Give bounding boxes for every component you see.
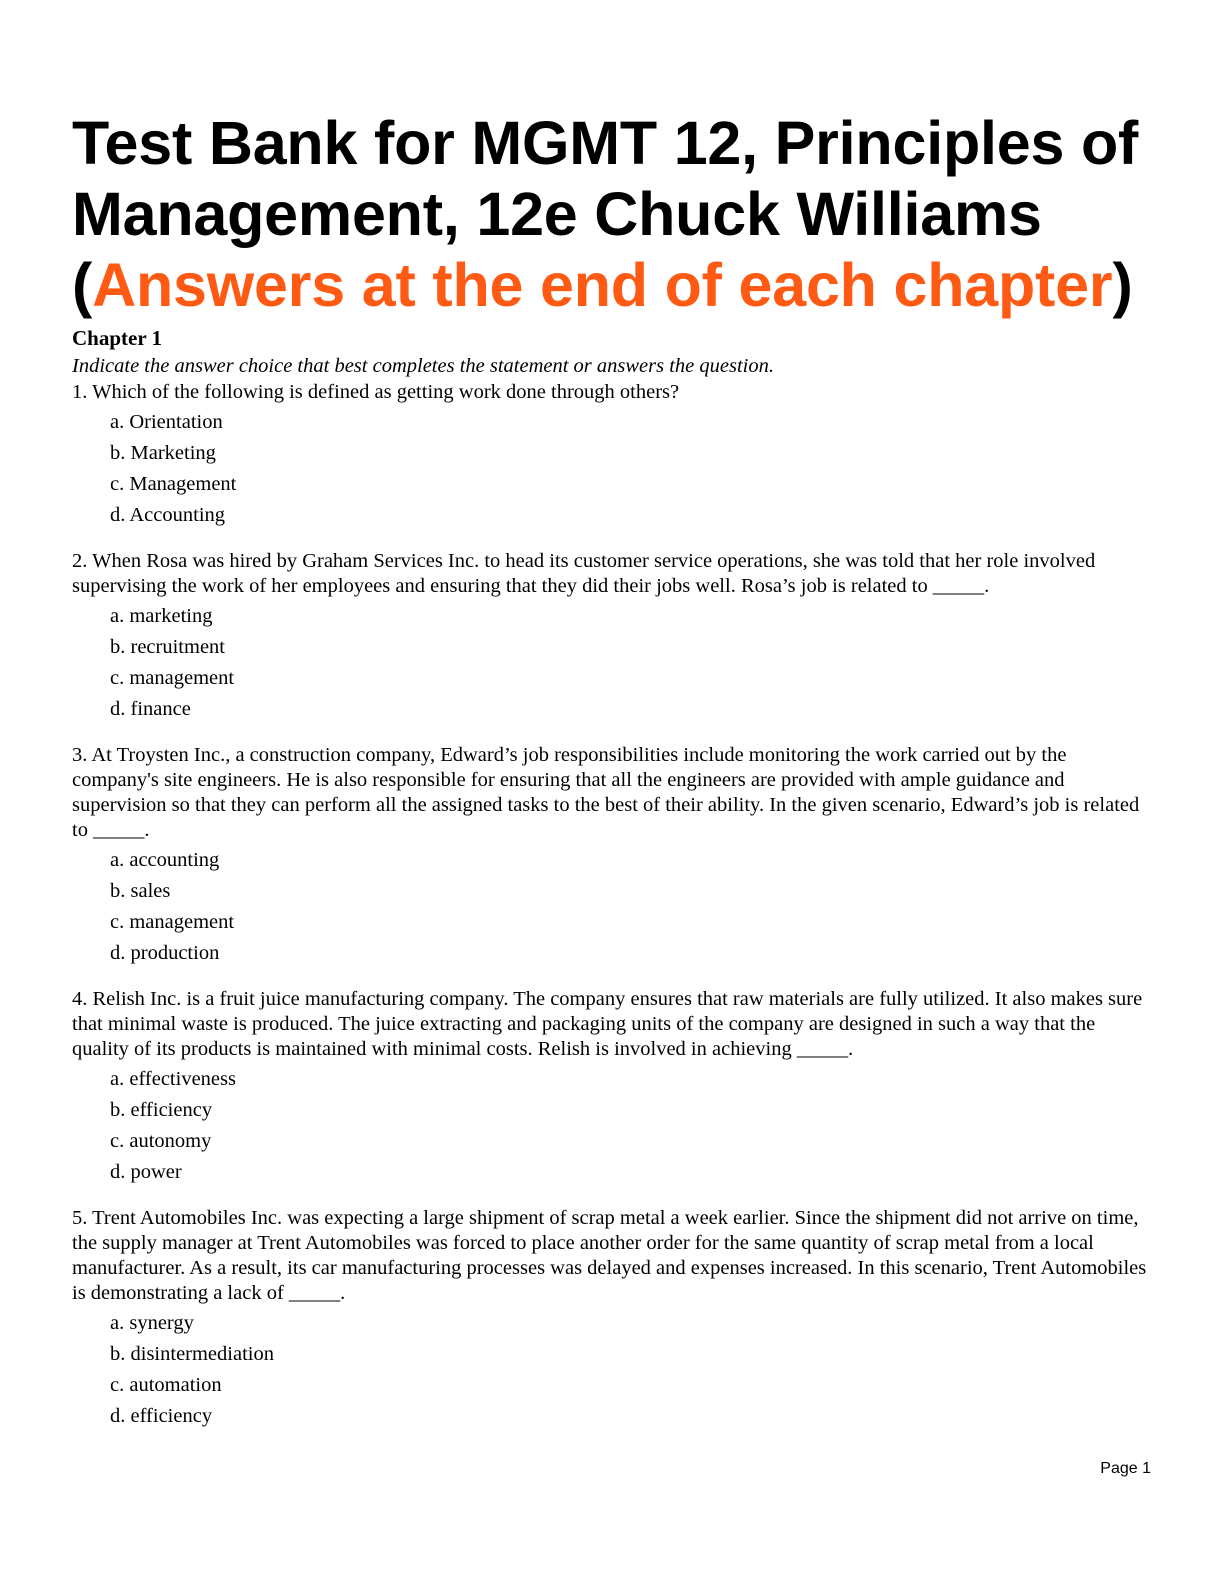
question-4 xyxy=(72,987,1152,1188)
title-line-1: Test Bank for MGMT 12, Principles of xyxy=(72,109,1139,177)
answer-options xyxy=(72,845,1152,969)
answer-option: d. finance xyxy=(110,698,191,720)
answer-option: a. accounting xyxy=(110,849,220,871)
title-paren-open: ( xyxy=(72,251,93,319)
instructions: Indicate the answer choice that best completes the statement or answers the question. xyxy=(72,355,774,377)
title-line-2: Management, 12e Chuck Williams xyxy=(72,180,1042,248)
answer-option: c. management xyxy=(110,911,235,933)
answer-option: b. sales xyxy=(110,880,171,902)
answer-option: d. Accounting xyxy=(110,504,226,526)
question-text: 4. Relish Inc. is a fruit juice manufacturing company. The company ensures that raw materials are fully utilized. It also makes sure that minimal waste is produced. The juice extracting and packaging units of the company are designed in such a way that the quality of its products is maintained with minimal costs. Relish is involved in achieving _____. xyxy=(72,988,1143,1060)
answer-option: d. production xyxy=(110,942,220,964)
question-3 xyxy=(72,743,1152,969)
answer-options xyxy=(72,1308,1152,1432)
answer-option: a. Orientation xyxy=(110,411,223,433)
question-2 xyxy=(72,549,1152,725)
answer-option: c. Management xyxy=(110,473,237,495)
chapter-heading: Chapter 1 xyxy=(72,326,163,350)
answer-options xyxy=(72,1064,1152,1188)
answer-options xyxy=(72,601,1152,725)
answer-option: b. recruitment xyxy=(110,636,225,658)
answer-options xyxy=(72,407,1152,531)
answer-option: b. disintermediation xyxy=(110,1343,274,1365)
answer-option: d. efficiency xyxy=(110,1405,213,1427)
title-accent: Answers at the end of each chapter xyxy=(92,251,1113,319)
answer-option: a. marketing xyxy=(110,605,213,627)
answer-option: d. power xyxy=(110,1161,182,1183)
question-text: 3. At Troysten Inc., a construction company, Edward’s job responsibilities include monitoring the work carried out by the company's site engineers. He is also responsible for ensuring that all the engineers are provided with ample guidance and supervision so that they can perform all the assigned tasks to the best of their ability. In the given scenario, Edward’s job is related to _____. xyxy=(72,744,1140,841)
title-line-3 xyxy=(72,250,1172,321)
title-paren-close: ) xyxy=(1112,251,1133,319)
document-title xyxy=(72,108,1172,321)
answer-option: c. management xyxy=(110,667,235,689)
answer-option: a. synergy xyxy=(110,1312,194,1334)
page-number: Page 1 xyxy=(1100,1460,1151,1477)
answer-option: a. effectiveness xyxy=(110,1068,236,1090)
question-text: 2. When Rosa was hired by Graham Services Inc. to head its customer service operations, she was told that her role involved supervising the work of her employees and ensuring that they did their jobs well. Rosa’s job is related to _____. xyxy=(72,550,1096,597)
question-text: 1. Which of the following is defined as getting work done through others? xyxy=(72,381,680,403)
answer-option: c. autonomy xyxy=(110,1130,212,1152)
answer-option: b. efficiency xyxy=(110,1099,213,1121)
document-body xyxy=(72,324,1152,1450)
question-text: 5. Trent Automobiles Inc. was expecting a large shipment of scrap metal a week earlier. Since the shipment did not arrive on time, the supply manager at Trent Automobiles was forced to place another order for the same quantity of scrap metal from a local manufacturer. As a result, its car manufacturing processes was delayed and expenses increased. In this scenario, Trent Automobiles is demonstrating a lack of _____. xyxy=(72,1207,1147,1304)
question-1 xyxy=(72,380,1152,531)
question-5 xyxy=(72,1206,1152,1432)
answer-option: c. automation xyxy=(110,1374,222,1396)
answer-option: b. Marketing xyxy=(110,442,216,464)
